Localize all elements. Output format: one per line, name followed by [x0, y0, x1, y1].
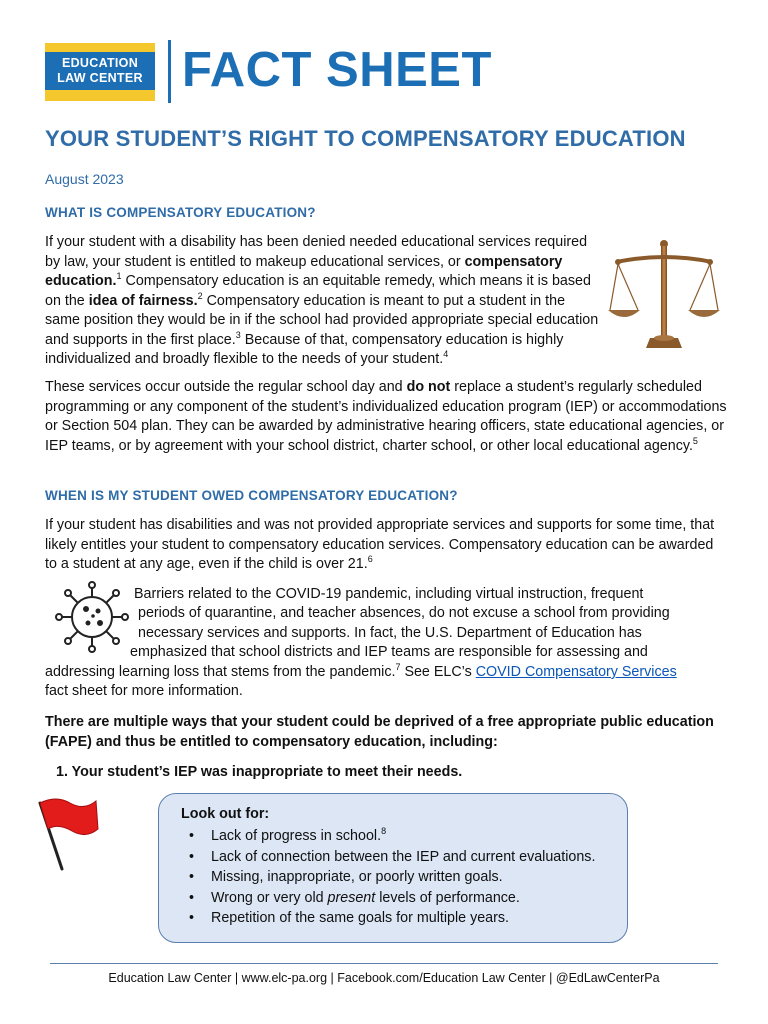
fact-sheet-title: FACT SHEET	[182, 43, 492, 97]
covid-line1: Barriers related to the COVID-19 pandemic, including virtual instruction, frequent	[134, 586, 644, 602]
logo-line1: EDUCATION	[61, 56, 139, 70]
covid-line3: necessary services and supports. In fact, the U.S. Department of Education has	[138, 625, 642, 641]
logo-line2: LAW CENTER	[57, 71, 143, 85]
section-heading-what: WHAT IS COMPENSATORY EDUCATION?	[45, 205, 316, 220]
list-item: • Wrong or very old present levels of performance.	[177, 888, 595, 909]
list-item: • Missing, inappropriate, or poorly written goals.	[177, 867, 595, 888]
red-flag-icon	[36, 795, 100, 871]
list-item: • Lack of connection between the IEP and current evaluations.	[177, 847, 595, 868]
footer-divider	[50, 963, 718, 964]
list-item: • Repetition of the same goals for multiple years.	[177, 908, 595, 929]
paragraph-services: These services occur outside the regular school day and do not replace a student’s regularly scheduled programming or any component of the student’s individualized education program (IEP) or accommodations or Section 504 plan. They can be awarded by administrative hearing officers, state educational agencies, or IEP teams, or by agreement with your school district, charter school, or other local educational agency.$^5$	[45, 379, 727, 454]
covid-line2: periods of quarantine, and teacher absences, do not excuse a school from providing	[138, 605, 670, 621]
look-out-heading: Look out for:	[181, 806, 270, 822]
page-title: YOUR STUDENT’S RIGHT TO COMPENSATORY EDUCATION	[45, 126, 686, 151]
list-item: • Lack of progress in school.$^8$	[177, 826, 595, 847]
virus-icon	[52, 581, 132, 653]
header-divider	[168, 40, 171, 103]
scales-of-justice-icon	[608, 238, 720, 352]
covid-line6: fact sheet for more information.	[45, 683, 243, 699]
publication-date: August 2023	[45, 171, 124, 187]
look-out-callout	[158, 793, 628, 943]
section-heading-when: WHEN IS MY STUDENT OWED COMPENSATORY EDUCATION?	[45, 488, 458, 503]
paragraph-what-is: If your student with a disability has been denied needed educational services required by law, your student is entitled to makeup educational services, or compensatory education.$^1$ Compensatory education is an equitable remedy, which means it is based on the idea of fairness.$^2$ Compensatory education is meant to put a student in the same position they would be in if the school had provided appropriate special education and supports in the first place.$^3$ Because of that, compensatory education is highly individualized and broadly flexible to the needs of your student.$^4$	[45, 234, 599, 367]
look-out-list	[177, 826, 595, 929]
footer-text: Education Law Center | www.elc-pa.org | Facebook.com/Education Law Center | @EdLawCenterPa	[108, 971, 660, 985]
numbered-item-1: 1. Your student’s IEP was inappropriate to meet their needs.	[56, 764, 463, 780]
covid-compensatory-services-link[interactable]: COVID Compensatory Services	[475, 664, 677, 680]
paragraph-when: If your student has disabilities and was not provided appropriate services and supports for some time, that likely entitles your student to compensatory education services. Compensatory education can be awarded to a student at any age, even if the child is over 21.$^6$	[45, 517, 715, 572]
elc-logo	[45, 43, 155, 101]
covid-line5: addressing learning loss that stems from the pandemic.$^7$ See ELC’s COVID Compensatory Services	[45, 662, 677, 680]
multiple-ways-statement: There are multiple ways that your student could be deprived of a free appropriate public education (FAPE) and thus be entitled to compensatory education, including:	[45, 714, 714, 750]
covid-line4: emphasized that school districts and IEP teams are responsible for assessing and	[130, 644, 648, 660]
